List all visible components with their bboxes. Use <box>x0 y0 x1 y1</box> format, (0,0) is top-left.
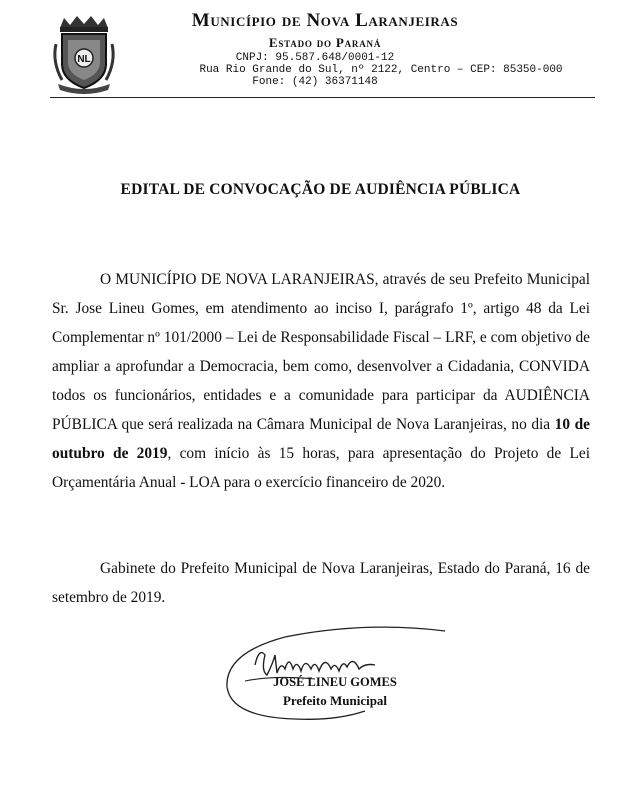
municipal-coat-of-arms-icon <box>50 14 118 94</box>
paragraph-text <box>52 265 590 497</box>
address-line: Rua Rio Grande do Sul, nº 2122, Centro – CEP: 85350-000 <box>199 64 563 76</box>
document-title: EDITAL DE CONVOCAÇÃO DE AUDIÊNCIA PÚBLICA <box>120 181 521 198</box>
closing-paragraph <box>52 554 590 612</box>
phone-line: Fone: (42) 36371148 <box>252 76 378 88</box>
paragraph-part-2: , com início às 15 horas, para apresentação do Projeto de Lei Orçamentária Anual - LOA para o exercício financeiro de 2020. <box>52 445 590 491</box>
closing-text: Gabinete do Prefeito Municipal de Nova Laranjeiras, Estado do Paraná, 16 de setembro de 2019. <box>52 560 590 606</box>
cnpj-line: CNPJ: 95.587.648/0001-12 <box>235 52 395 64</box>
state-name: Estado do Paraná <box>268 35 382 50</box>
letterhead <box>0 0 641 102</box>
crest-monogram: NL <box>77 54 91 65</box>
municipality-name: Município de Nova Laranjeiras <box>191 10 459 31</box>
signer-name: JOSÉ LINEU GOMES <box>273 675 397 689</box>
paragraph-part-1: O MUNICÍPIO DE NOVA LARANJEIRAS, através de seu Prefeito Municipal Sr. Jose Lineu Gomes, em atendimento ao inciso I, parágrafo 1º, artigo 48 da Lei Complementar nº 101/2000 – Lei de Responsabilidade Fiscal – LRF, e com objetivo de ampliar a aprofundar a Democracia, bem como, desenvolver a Cidadania, CONVIDA todos os funcionários, entidades e a comunidade para participar da AUDIÊNCIA PÚBLICA que será realizada na Câmara Municipal de Nova Laranjeiras, no dia <box>52 271 590 433</box>
signer-role: Prefeito Municipal <box>282 693 388 708</box>
header-divider <box>50 97 595 98</box>
hearing-date: 10 de outubro de 2019 <box>52 416 590 462</box>
convocation-paragraph <box>52 265 590 497</box>
